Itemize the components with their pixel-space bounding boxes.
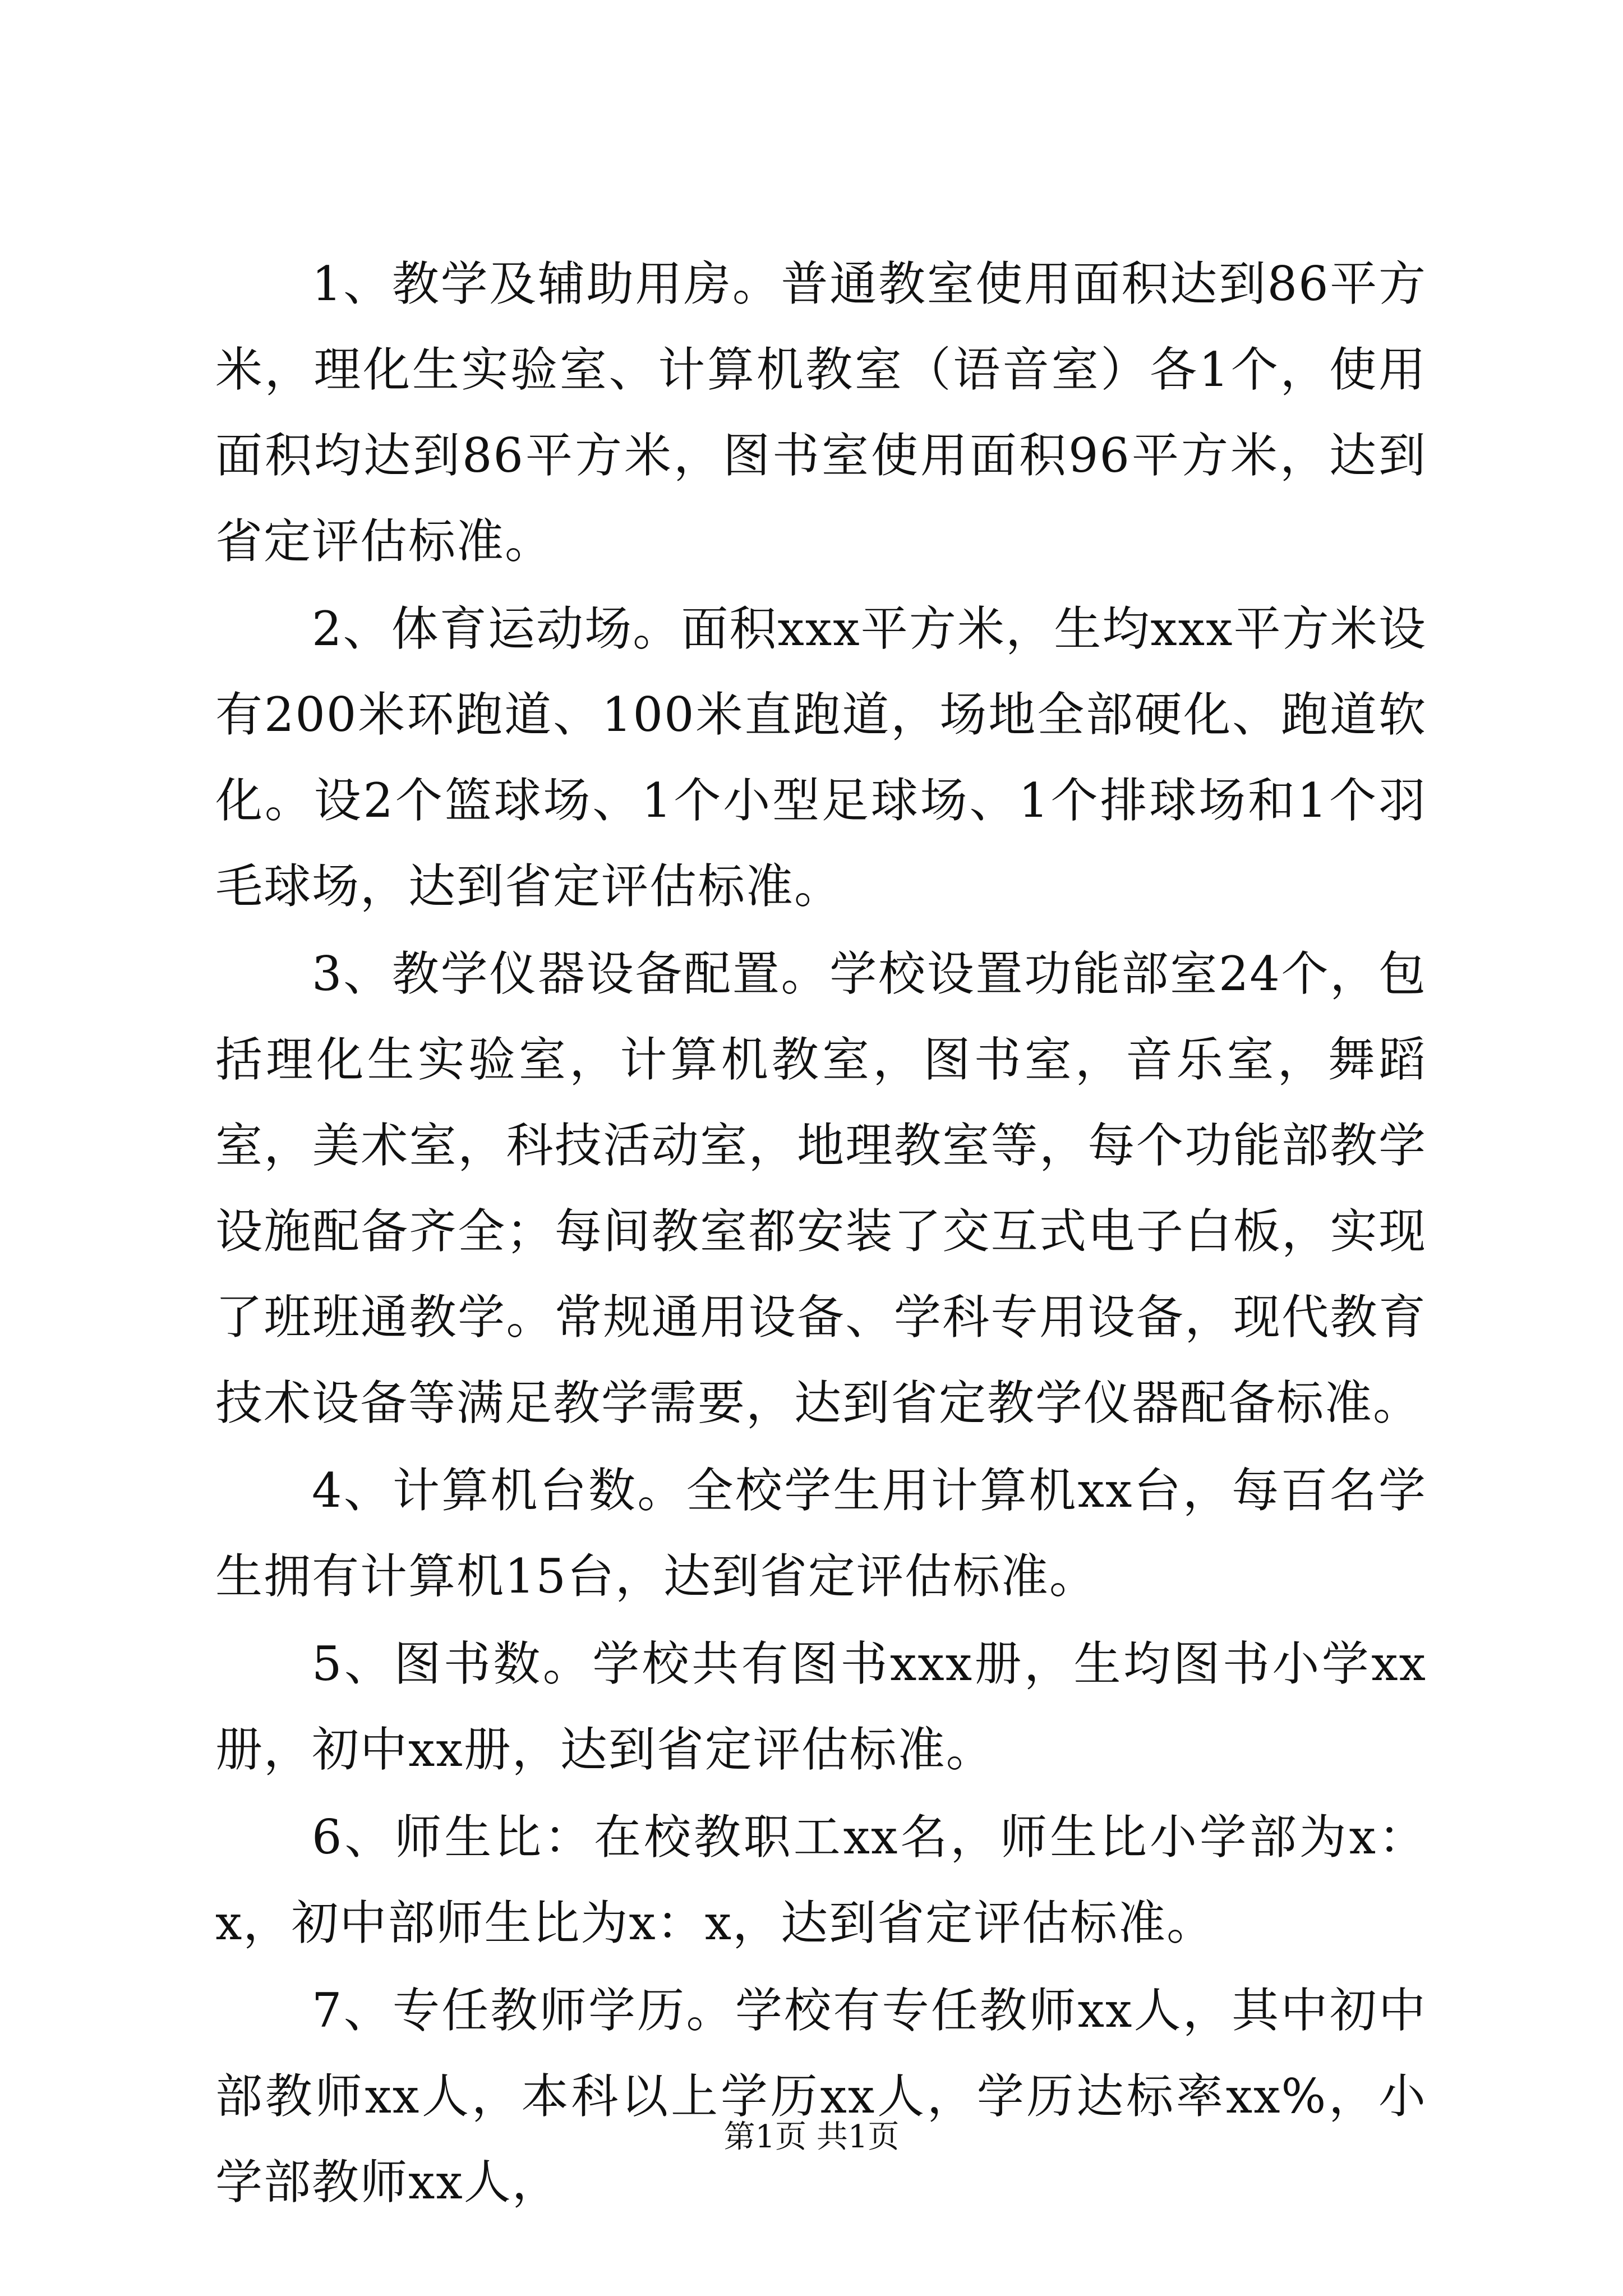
paragraph-3: 3、教学仪器设备配置。学校设置功能部室24个，包括理化生实验室，计算机教室，图书室，音乐室，舞蹈室，美术室，科技活动室，地理教室等，每个功能部教学设施配备齐全；每间教室都安装了交互式电子白板，实现了班班通教学。常规通用设备、学科专用设备，现代教育技术设备等满足教学需要，达到省定教学仪器配备标准。	[215, 946, 1427, 1430]
paragraph-1: 1、教学及辅助用房。普通教室使用面积达到86平方米，理化生实验室、计算机教室（语音室）各1个，使用面积均达到86平方米，图书室使用面积96平方米，达到省定评估标准。	[215, 256, 1427, 569]
paragraph-4: 4、计算机台数。全校学生用计算机xx台，每百名学生拥有计算机15台，达到省定评估标准。	[215, 1463, 1427, 1604]
paragraph-5: 5、图书数。学校共有图书xxx册，生均图书小学xx册，初中xx册，达到省定评估标准。	[215, 1636, 1427, 1777]
document-body	[215, 241, 1427, 2227]
paragraph-6: 6、师生比：在校教职工xx名，师生比小学部为x：x，初中部师生比为x：x，达到省定评估标准。	[215, 1810, 1427, 1950]
paragraph-7: 7、专任教师学历。学校有专任教师xx人，其中初中部教师xx人，本科以上学历xx人，学历达标率xx%，小学部教师xx人，	[215, 1983, 1427, 2210]
page-footer: 第1页 共1页	[723, 2119, 900, 2155]
paragraph-2: 2、体育运动场。面积xxx平方米，生均xxx平方米设有200米环跑道、100米直跑道，场地全部硬化、跑道软化。设2个篮球场、1个小型足球场、1个排球场和1个羽毛球场，达到省定评估标准。	[215, 601, 1427, 914]
